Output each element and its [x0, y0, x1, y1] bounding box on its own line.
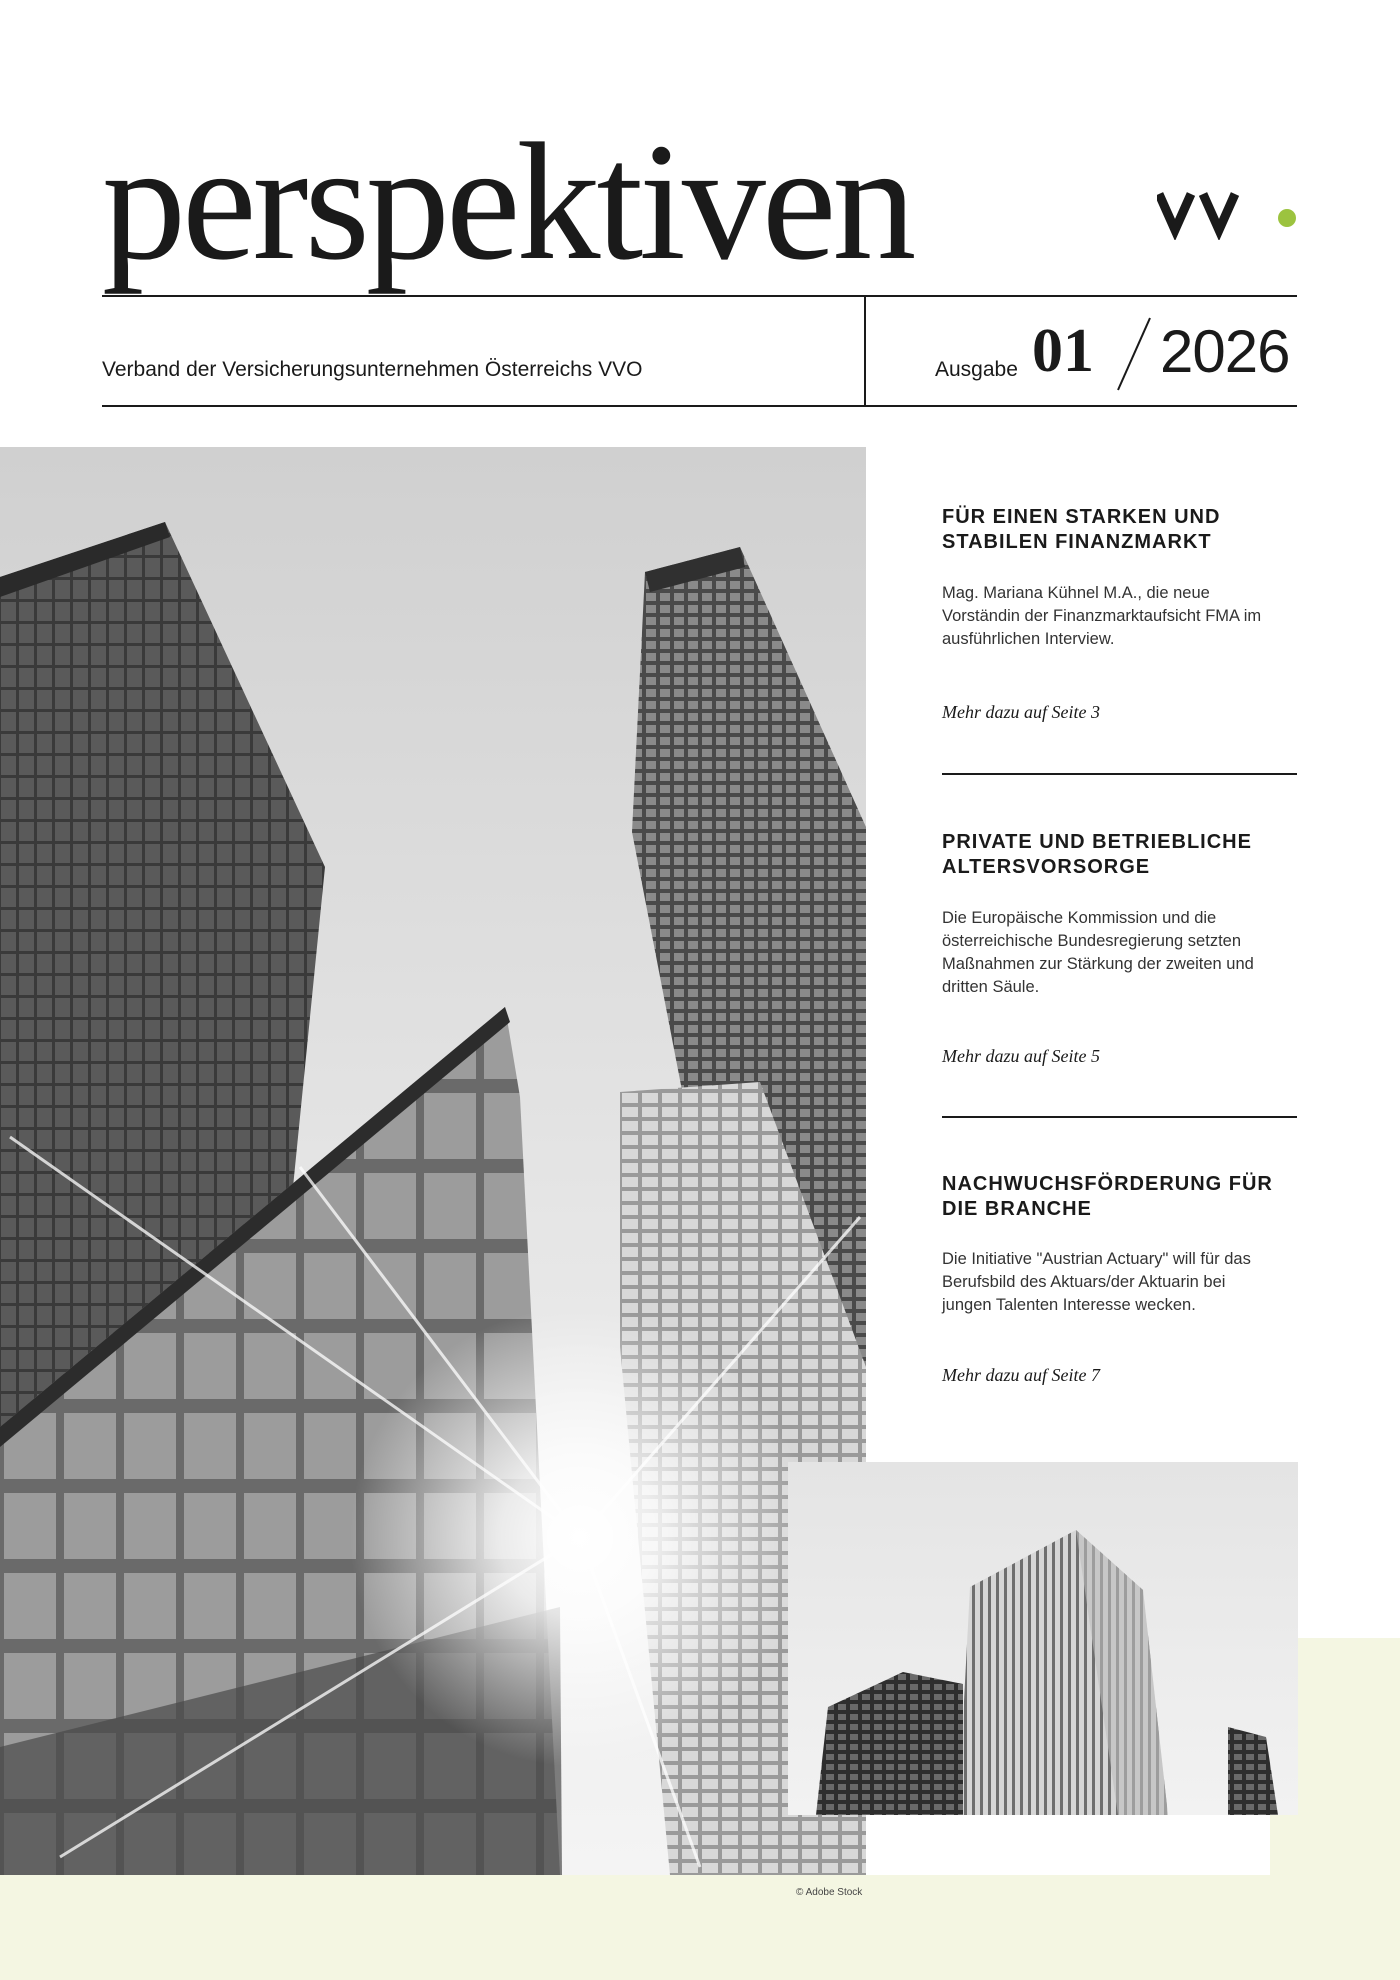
teaser-link-1[interactable]: Mehr dazu auf Seite 3	[942, 702, 1100, 722]
header-bottom-rule	[102, 405, 1297, 407]
teaser-title-1: FÜR EINEN STARKEN UND STABILEN FINANZMARKT	[942, 506, 1221, 553]
teaser-text-2: Die Europäische Kommission und die österreichische Bundesregierung setzten Maßnahmen zur Stärkung der zweiten und dritten Säule.	[942, 909, 1254, 996]
issue-slash	[1112, 314, 1158, 394]
organization-name: Verband der Versicherungsunternehmen Österreichs VVO	[102, 358, 643, 381]
image-credit: © Adobe Stock	[796, 1887, 863, 1898]
masthead-title: perspektiven	[102, 109, 913, 295]
vvo-logo-icon	[1157, 190, 1297, 240]
inset-building-photo	[788, 1462, 1298, 1815]
issue-label: Ausgabe	[935, 358, 1018, 381]
hero-skyscraper-photo	[0, 447, 866, 1875]
teaser-divider-2	[942, 1116, 1297, 1118]
teaser-link-3[interactable]: Mehr dazu auf Seite 7	[942, 1365, 1100, 1385]
teaser-text-1: Mag. Mariana Kühnel M.A., die neue Vorständin der Finanzmarktaufsicht FMA im ausführlichen Interview.	[942, 584, 1262, 648]
teaser-link-2[interactable]: Mehr dazu auf Seite 5	[942, 1046, 1100, 1066]
mint-band-bottom	[0, 1875, 1400, 1980]
teaser-divider-1	[942, 773, 1297, 775]
issue-year: 2026	[1160, 318, 1290, 385]
header-top-rule	[102, 295, 1297, 297]
teaser-text-3: Die Initiative "Austrian Actuary" will für das Berufsbild des Aktuars/der Aktuarin bei jungen Talenten Interesse wecken.	[942, 1250, 1251, 1314]
issue-number: 01	[1032, 317, 1094, 385]
teaser-title-3: NACHWUCHSFÖRDERUNG FÜR DIE BRANCHE	[942, 1173, 1273, 1220]
header-divider	[864, 296, 866, 406]
teaser-title-2: PRIVATE UND BETRIEBLICHE ALTERSVORSORGE	[942, 831, 1252, 878]
